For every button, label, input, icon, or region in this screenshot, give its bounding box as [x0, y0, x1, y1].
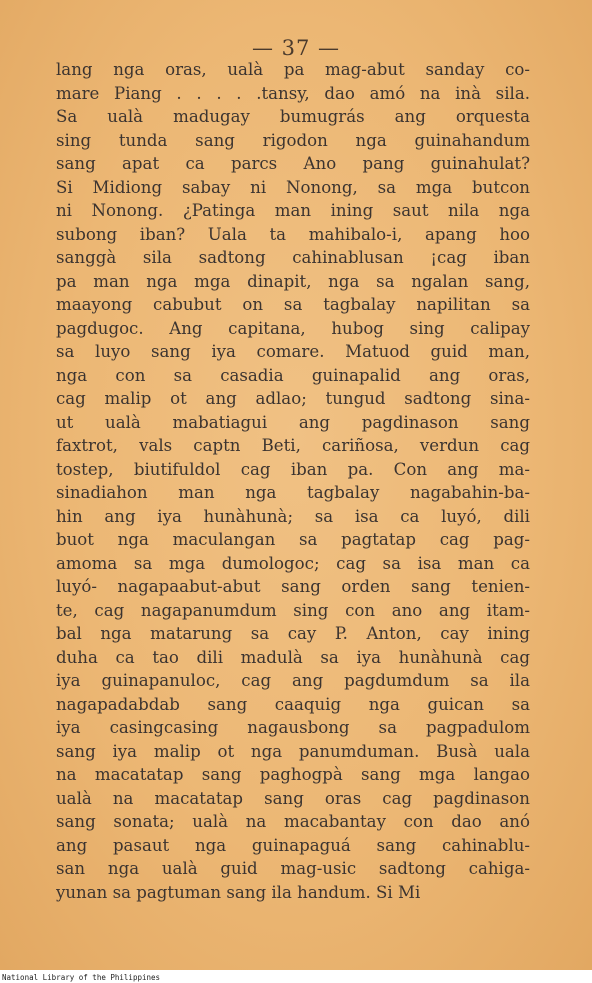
- text-line: nga con sa casadia guinapalid ang oras,: [56, 365, 530, 385]
- text-line: amoma sa mga dumologoc; cag sa isa man ca: [56, 553, 530, 573]
- text-line: lang nga oras, ualà pa mag-abut sanday co-: [56, 60, 530, 79]
- text-line: ut ualà mabatiagui ang pagdinason sang: [56, 412, 530, 432]
- text-line: pagdugoc. Ang capitana, hubog sing calipay: [56, 318, 530, 338]
- text-line: luyó- nagapaabut-abut sang orden sang tenien-: [56, 577, 530, 596]
- text-line: ualà na macatatap sang oras cag pagdinason: [56, 788, 530, 808]
- text-line: sang apat ca parcs Ano pang guinahulat?: [56, 154, 530, 173]
- text-line: maayong cabubut on sa tagbalay napilitan sa: [56, 295, 530, 314]
- footer-credit: National Library of the Philippines: [2, 973, 161, 982]
- text-line: pa man nga mga dinapit, nga sa ngalan sang,: [56, 271, 530, 291]
- text-line: buot nga maculangan sa pagtatap cag pag-: [56, 530, 530, 549]
- page-number: — 37 —: [251, 36, 341, 60]
- text-line: faxtrot, vals captn Beti, cariñosa, verdun cag: [56, 436, 530, 455]
- body-text: [56, 58, 530, 904]
- text-line: ni Nonong. ¿Patinga man ining saut nila nga: [56, 201, 530, 220]
- text-line: sing tunda sang rigodon nga guinahandum: [56, 130, 530, 150]
- text-line: iya guinapanuloc, cag ang pagdumdum sa ila: [56, 671, 530, 690]
- text-line: ang pasaut nga guinapaguá sang cahinablu-: [56, 835, 530, 855]
- text-line: bal nga matarung sa cay P. Anton, cay ining: [56, 624, 530, 643]
- text-line: iya casingcasing nagausbong sa pagpadulom: [56, 718, 530, 737]
- text-line: Sa ualà madugay bumugrás ang orquesta: [56, 107, 530, 126]
- text-line: subong iban? Uala ta mahibalo-i, apang hoo: [56, 224, 530, 244]
- text-line: tostep, biutifuldol cag iban pa. Con ang ma-: [56, 459, 530, 479]
- text-line: sanggà sila sadtong cahinablusan ¡cag iban: [56, 248, 530, 267]
- text-line: sa luyo sang iya comare. Matuod guid man,: [56, 342, 530, 361]
- text-line: Si Midiong sabay ni Nonong, sa mga butcon: [56, 177, 530, 197]
- text-line: yunan sa pagtuman sang ila handum. Si Mi: [56, 882, 421, 902]
- text-line: sinadiahon man nga tagbalay nagabahin-ba-: [56, 483, 530, 502]
- text-line: san nga ualà guid mag-usic sadtong cahiga-: [56, 859, 530, 878]
- text-line: mare Piang . . . . .tansy, dao amó na inà sila.: [56, 83, 530, 103]
- text-line: hin ang iya hunàhunà; sa isa ca luyó, dili: [56, 506, 530, 526]
- text-line: sang sonata; ualà na macabantay con dao anó: [56, 812, 530, 831]
- text-line: te, cag nagapanumdum sing con ano ang itam-: [56, 600, 530, 620]
- text-line: na macatatap sang paghogpà sang mga langao: [56, 765, 530, 784]
- text-line: duha ca tao dili madulà sa iya hunàhunà cag: [56, 647, 530, 667]
- text-line: nagapadabdab sang caaquig nga guican sa: [56, 694, 530, 714]
- text-line: cag malip ot ang adlao; tungud sadtong sina-: [56, 389, 530, 408]
- text-line: sang iya malip ot nga panumduman. Busà uala: [56, 741, 530, 761]
